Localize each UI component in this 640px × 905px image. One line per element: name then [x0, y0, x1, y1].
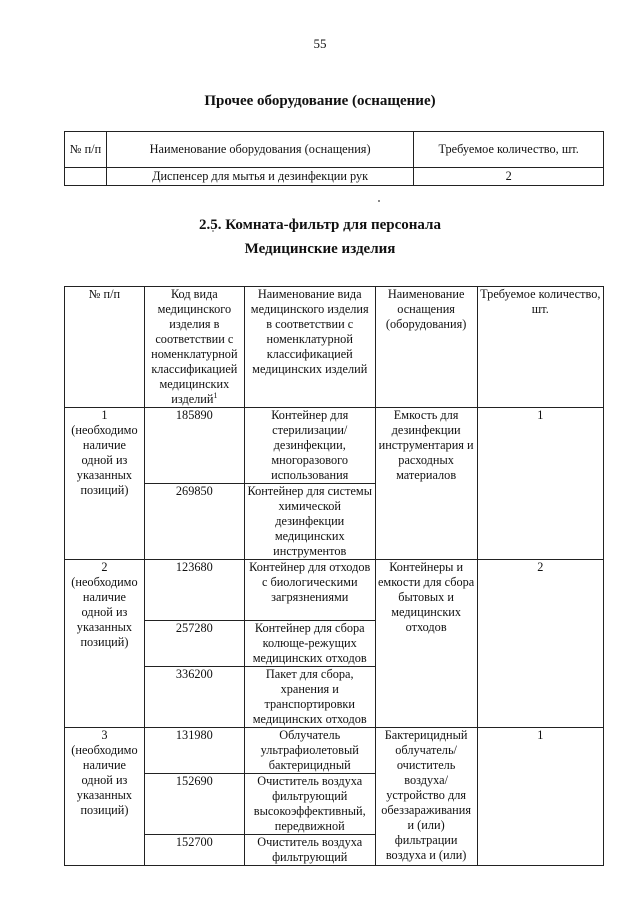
device-name: Контейнер для стерилизации/ дезинфекции, многоразового использования: [244, 408, 375, 484]
header-num: № п/п: [65, 132, 107, 168]
group-equipment: Бактерицидный облучатель/ очиститель воздуха/ устройство для обеззараживания и (или) фильтрации воздуха и (или): [375, 728, 477, 866]
device-name: Пакет для сбора, хранения и транспортировки медицинских отходов: [244, 667, 375, 728]
group-equipment: Емкость для дезинфекции инструментария и расходных материалов: [375, 408, 477, 560]
device-code: 257280: [144, 621, 244, 667]
device-name: Контейнер для системы химической дезинфекции медицинских инструментов: [244, 484, 375, 560]
device-code: 185890: [144, 408, 244, 484]
group-equipment: Контейнеры и емкости для сбора бытовых и медицинских отходов: [375, 560, 477, 728]
header-equipment: Наименование оснащения (оборудования): [375, 287, 477, 408]
header-quantity: Требуемое количество, шт.: [477, 287, 603, 408]
group-quantity: 2: [477, 560, 603, 728]
device-name: Очиститель воздуха фильтрующий высокоэффективный, передвижной: [244, 774, 375, 835]
device-name: Очиститель воздуха фильтрующий: [244, 835, 375, 866]
device-code: 269850: [144, 484, 244, 560]
page-number: 55: [313, 36, 327, 51]
group-quantity: 1: [477, 728, 603, 866]
header-code-text: Код вида медицинского изделия в соответствии с номенклатурной классификацией медицинских изделий: [151, 287, 238, 406]
group-num: 1 (необходимо наличие одной из указанных позиций): [65, 408, 145, 560]
table-row: [65, 728, 604, 774]
device-name: Контейнер для сбора колюще-режущих медицинских отходов: [244, 621, 375, 667]
table-header-row: [65, 132, 604, 168]
section-title-other-equipment: Прочее оборудование (оснащение): [204, 93, 436, 109]
device-name: Облучатель ультрафиолетовый бактерицидный: [244, 728, 375, 774]
medical-devices-table: [64, 286, 604, 866]
table-header-row: [65, 287, 604, 408]
group-num: 3 (необходимо наличие одной из указанных позиций): [65, 728, 145, 866]
header-device-name: Наименование вида медицинского изделия в соответствии с номенклатурной классификацией медицинских изделий: [244, 287, 375, 408]
group-quantity: 1: [477, 408, 603, 560]
other-equipment-table: [64, 131, 604, 186]
table-row: [65, 560, 604, 621]
scan-speck: [378, 200, 380, 202]
header-num: № п/п: [65, 287, 145, 408]
device-code: 123680: [144, 560, 244, 621]
header-code: [144, 287, 244, 408]
row-num: [65, 168, 107, 186]
footnote-mark: 1: [213, 390, 218, 400]
header-equipment-name: Наименование оборудования (оснащения): [106, 132, 413, 168]
device-code: 152700: [144, 835, 244, 866]
table-row: [65, 168, 604, 186]
table-row: [65, 408, 604, 484]
section-subtitle-medical-devices: Медицинские изделия: [244, 241, 396, 257]
row-quantity: 2: [414, 168, 604, 186]
section-title-staff-filter-room: 2.5. Комната-фильтр для персонала: [199, 217, 441, 233]
device-name: Контейнер для отходов с биологическими загрязнениями: [244, 560, 375, 621]
header-quantity: Требуемое количество, шт.: [414, 132, 604, 168]
device-code: 336200: [144, 667, 244, 728]
group-num: 2 (необходимо наличие одной из указанных позиций): [65, 560, 145, 728]
device-code: 152690: [144, 774, 244, 835]
row-equipment-name: Диспенсер для мытья и дезинфекции рук: [106, 168, 413, 186]
device-code: 131980: [144, 728, 244, 774]
